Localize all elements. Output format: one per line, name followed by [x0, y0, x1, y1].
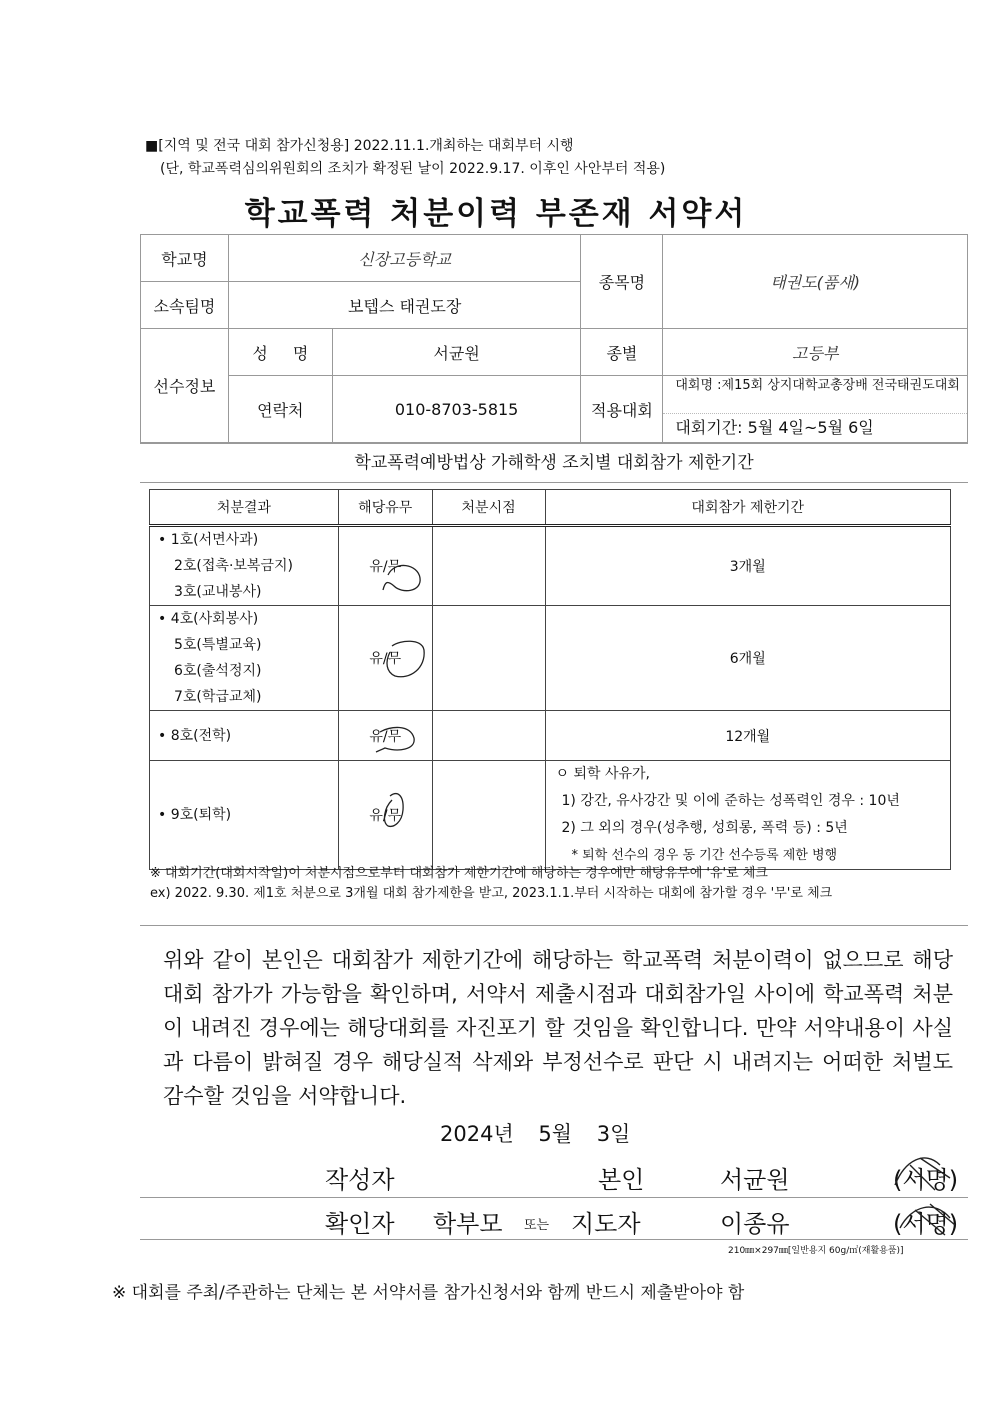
note-example: ex) 2022. 9.30. 제1호 처분으로 3개월 대회 참가제한을 받고, 2023.1.1.부터 시작하는 대회에 참가할 경우 '무'로 체크 — [150, 886, 833, 901]
signature-line — [140, 1197, 968, 1198]
writer-sign-field[interactable]: (서명) — [893, 1166, 959, 1194]
col-header-applicable: 해당유무 — [338, 490, 432, 526]
name-label: 성 명 — [228, 329, 332, 376]
competition-cell — [663, 376, 968, 443]
list-item: 5호(특별교육) — [174, 637, 262, 653]
footer-note: ※ 대회를 주최/주관하는 단체는 본 서약서를 참가신청서와 함께 반드시 제출받아야 함 — [112, 1283, 745, 1303]
applicable-check[interactable]: 유/무 — [338, 526, 432, 606]
list-item: 7호(학급교체) — [174, 689, 262, 705]
note-condition: ※ 대회기간(대회시작일)이 처분시점으로부터 대회참가 제한기간에 해당하는 경우에만 해당유무에 '유'로 체크 — [150, 866, 768, 881]
applicable-check[interactable]: 유/무 — [338, 761, 432, 870]
restriction-period: 3개월 — [545, 526, 950, 606]
competition-period: 대회기간: 5월 4일~5월 6일 — [675, 418, 874, 437]
table-row — [150, 526, 951, 606]
list-item: • 9호(퇴학) — [158, 807, 232, 823]
sanction-items — [150, 526, 339, 606]
player-info-label: 선수정보 — [141, 329, 229, 443]
school-label: 학교명 — [141, 235, 229, 282]
confirmer-name: 이종유 — [720, 1210, 790, 1238]
sanction-date-cell[interactable] — [432, 606, 545, 711]
team-label: 소속팀명 — [141, 282, 229, 329]
divider — [140, 925, 968, 926]
col-header-period: 대회참가 제한기간 — [545, 490, 950, 526]
division-value: 고등부 — [663, 329, 968, 376]
confirmer-label: 확인자 — [325, 1210, 395, 1238]
confirmer-or: 또는 — [524, 1218, 550, 1233]
table-row — [150, 711, 951, 761]
paper-spec: 210㎜×297㎜[일반용지 60g/㎡(재활용품)] — [728, 1246, 904, 1256]
competition-label: 적용대회 — [581, 376, 663, 443]
restriction-period: 6개월 — [545, 606, 950, 711]
confirmer-sign-field[interactable]: (서명) — [893, 1210, 959, 1238]
list-item: 6호(출석정지) — [174, 663, 262, 679]
document-title: 학교폭력 처분이력 부존재 서약서 — [244, 196, 748, 232]
list-item: 2호(접촉·보복금지) — [174, 558, 293, 574]
team-value: 보텝스 태권도장 — [228, 282, 581, 329]
memo-line: 1) 강간, 유사강간 및 이에 준하는 성폭력인 경우 : 10년 — [561, 793, 900, 809]
school-value: 신장고등학교 — [228, 235, 581, 282]
pledge-text: 위와 같이 본인은 대회참가 제한기간에 해당하는 학교폭력 처분이력이 없으므로 해당 대회 참가가 가능함을 확인하며, 서약서 제출시점과 대회참가일 사이에 학교폭력 처분이 내려진 경우에는 해당대회를 자진포기 할 것임을 확인합니다. 만약 서약내용이 사실과 다름이 밝혀질 경우 해당실적 삭제와 부정선수로 판단 시 내려지는 어떠한 처벌도 감수할 것임을 서약합니다. — [163, 948, 953, 1108]
event-value: 태권도(품새) — [663, 235, 968, 329]
confirmer-role-parent: 학부모 — [433, 1210, 503, 1238]
sanction-items — [150, 711, 339, 761]
event-label: 종목명 — [581, 235, 663, 329]
sanction-date-cell[interactable] — [432, 711, 545, 761]
header-line-2: (단, 학교폭력심의위원회의 조치가 확정된 날이 2022.9.17. 이후인 사안부터 적용) — [160, 161, 666, 177]
contact-value: 010-8703-5815 — [332, 376, 581, 443]
signature-line — [140, 1239, 968, 1240]
section-subtitle: 학교폭력예방법상 가해학생 조치별 대회참가 제한기간 — [140, 443, 968, 483]
table-row — [150, 606, 951, 711]
pledge-date: 2024년 5월 3일 — [440, 1122, 631, 1146]
division-label: 종별 — [581, 329, 663, 376]
header-line-1: ■[지역 및 전국 대회 참가신청용] 2022.11.1.개최하는 대회부터 시행 — [145, 138, 574, 154]
col-header-date: 처분시점 — [432, 490, 545, 526]
sanction-date-cell[interactable] — [432, 526, 545, 606]
expulsion-memo — [545, 761, 950, 870]
list-item: 3호(교내봉사) — [174, 584, 262, 600]
sanction-date-cell[interactable] — [432, 761, 545, 870]
table-row — [150, 761, 951, 870]
name-value: 서균원 — [332, 329, 581, 376]
list-item: • 8호(전학) — [158, 727, 232, 744]
list-item: • 1호(서면사과) — [158, 532, 259, 548]
applicable-check[interactable]: 유/무 — [338, 711, 432, 761]
confirmer-role-coach: 지도자 — [571, 1210, 641, 1238]
memo-line: 2) 그 외의 경우(성추행, 성희롱, 폭력 등) : 5년 — [561, 820, 848, 836]
memo-line: * 퇴학 선수의 경우 동 기간 선수등록 제한 병행 — [571, 848, 838, 863]
memo-line: ㅇ 퇴학 사유가, — [555, 766, 651, 782]
sanction-items — [150, 761, 339, 870]
list-item: • 4호(사회봉사) — [158, 611, 259, 627]
writer-name: 서균원 — [720, 1166, 790, 1194]
sanction-table — [149, 489, 951, 870]
contact-label: 연락처 — [228, 376, 332, 443]
writer-label: 작성자 — [325, 1166, 395, 1194]
writer-role: 본인 — [598, 1166, 645, 1194]
sanction-items — [150, 606, 339, 711]
applicable-check[interactable]: 유/무 — [338, 606, 432, 711]
restriction-period: 12개월 — [545, 711, 950, 761]
competition-name: 대회명 :제15회 상지대학교총장배 전국태권도대회 — [663, 376, 967, 414]
col-header-result: 처분결과 — [150, 490, 339, 526]
info-table — [140, 234, 968, 443]
